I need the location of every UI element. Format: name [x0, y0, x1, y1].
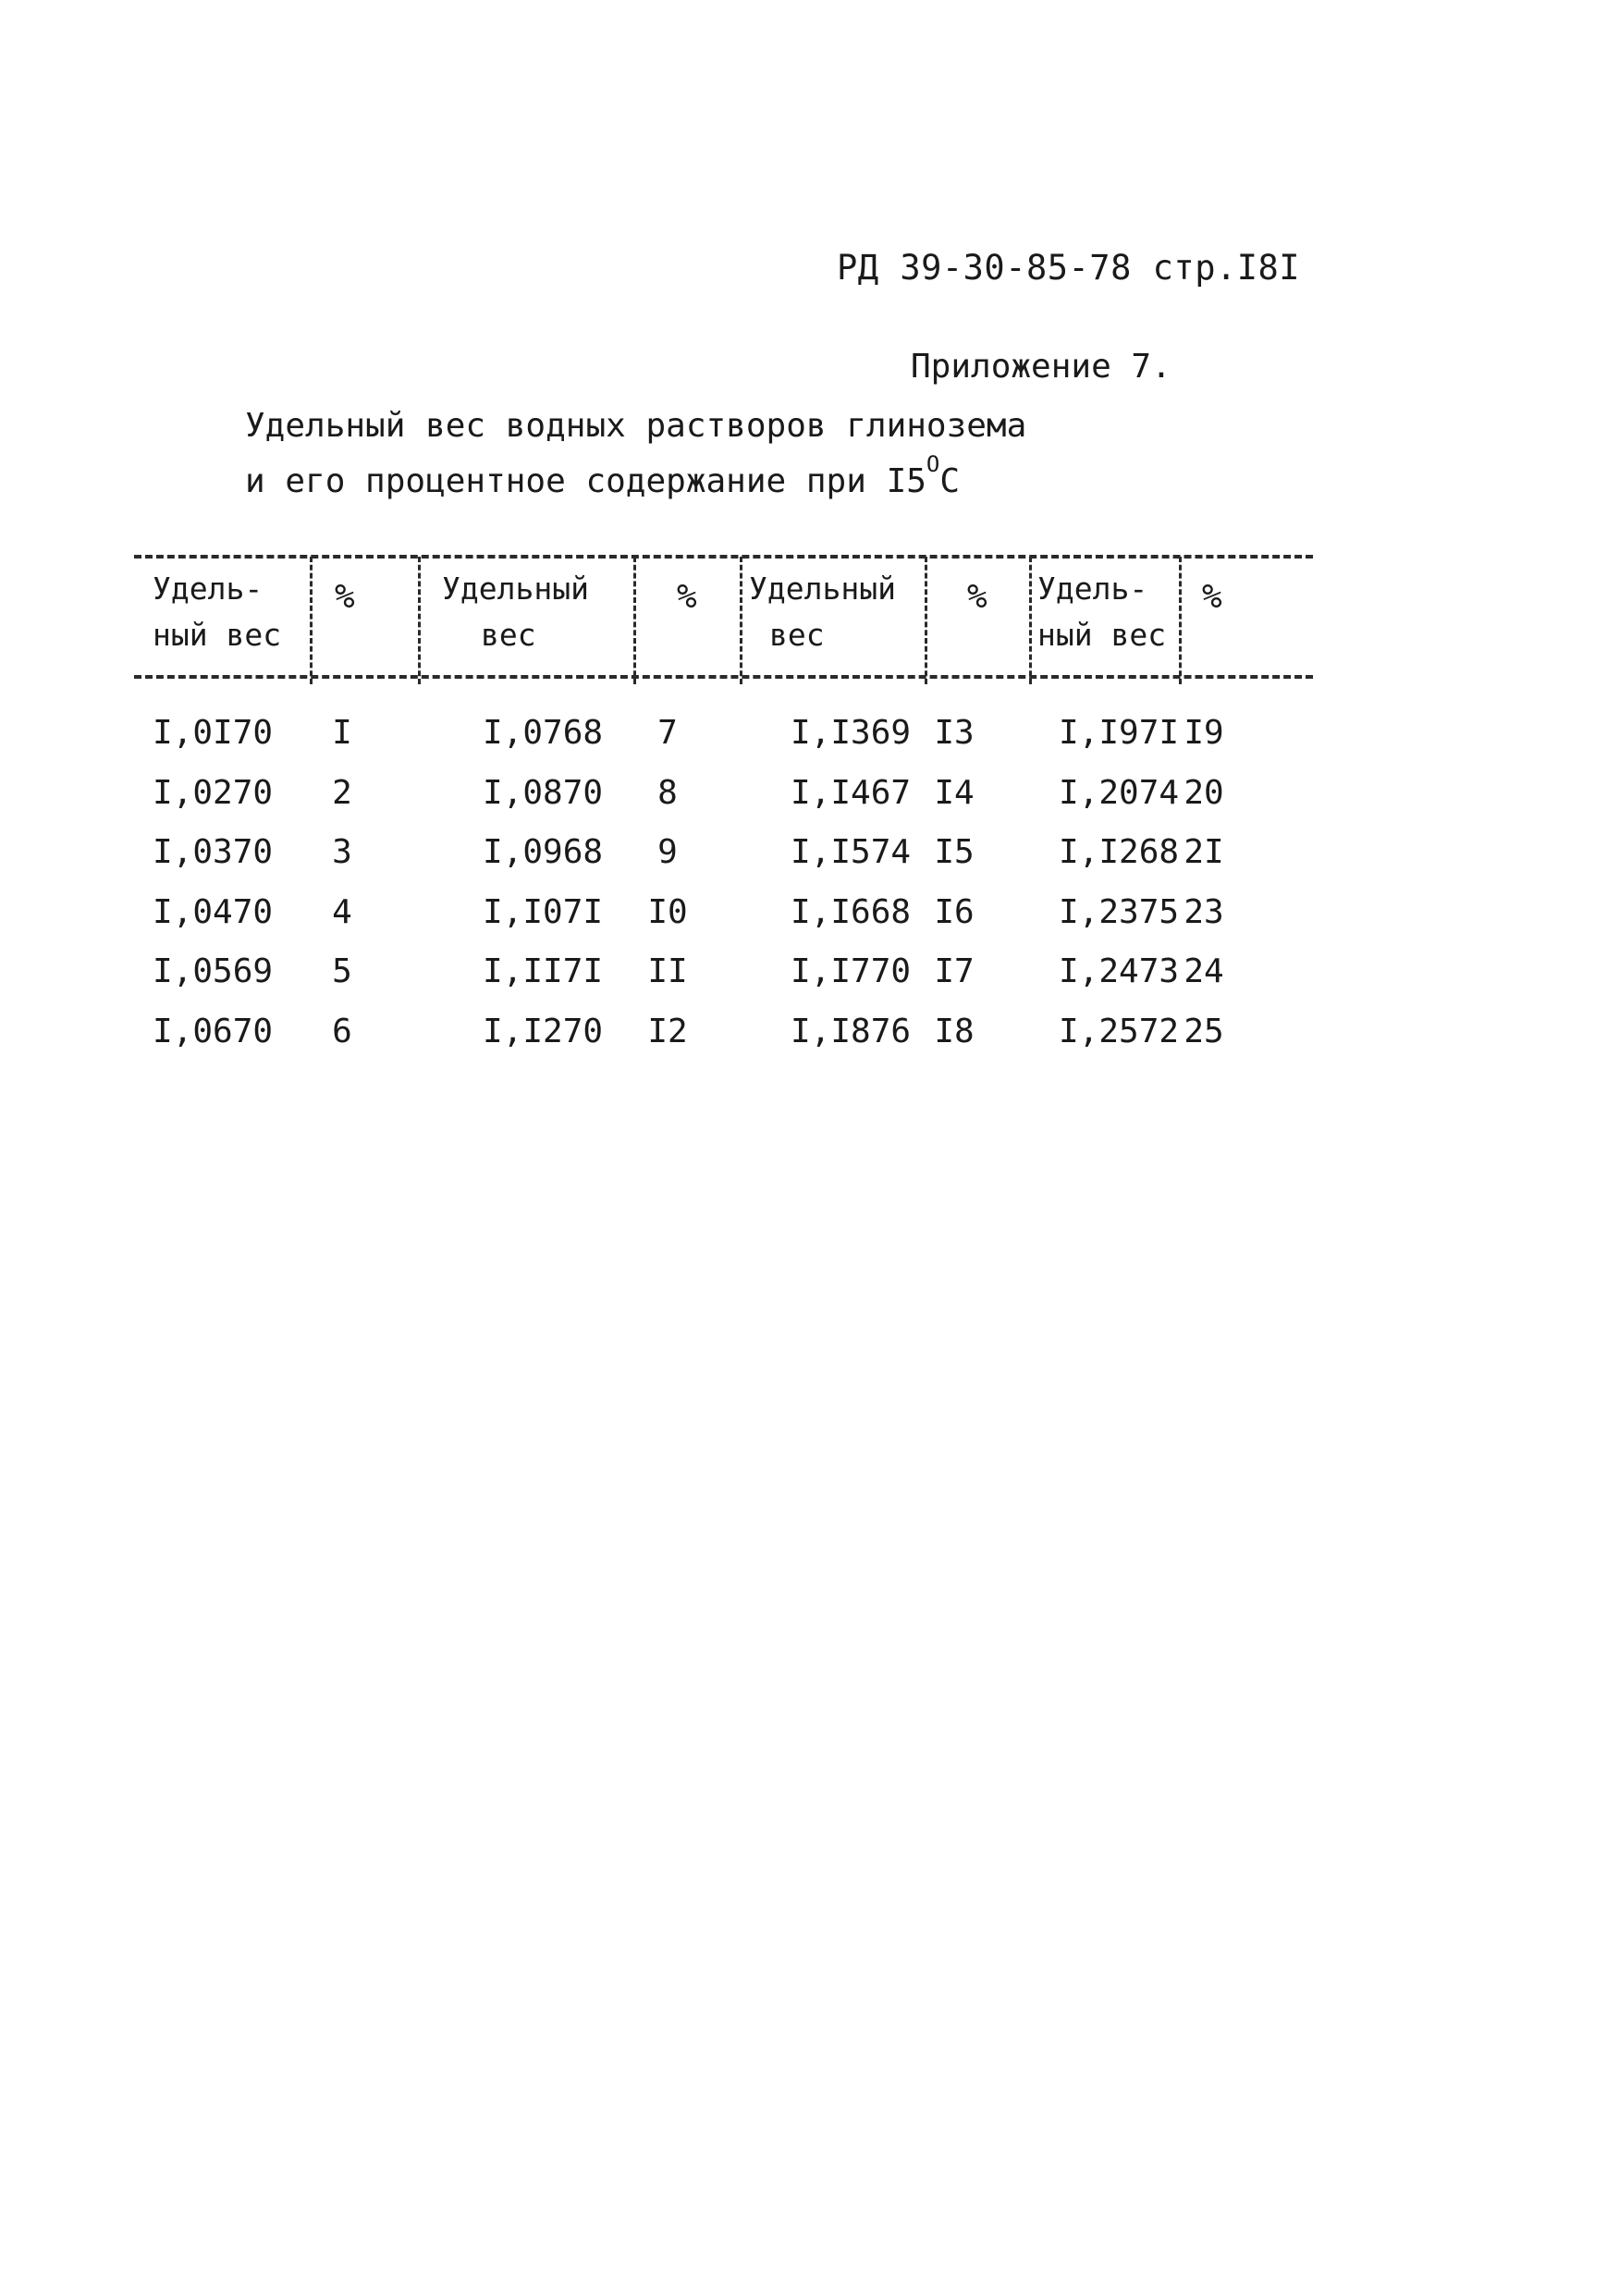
percent-cell: 24: [1184, 952, 1224, 990]
specific-gravity-cell: I,0569: [153, 952, 274, 990]
specific-gravity-cell: I,I270: [483, 1012, 604, 1050]
percent-cell: I6: [934, 892, 975, 931]
header-separator: [925, 557, 927, 684]
specific-gravity-cell: I,0370: [153, 833, 274, 871]
percent-cell: 25: [1184, 1012, 1224, 1050]
specific-gravity-cell: I,2473: [1059, 952, 1180, 990]
header-specific-gravity-4: [1037, 566, 1166, 658]
percent-cell: 2I: [1184, 833, 1224, 871]
header-percent-1: %: [335, 578, 355, 616]
percent-cell: I9: [1184, 714, 1224, 752]
percent-cell: I4: [934, 773, 975, 812]
specific-gravity-cell: I,II7I: [483, 952, 604, 990]
header-separator: [633, 557, 636, 684]
header-percent-2: %: [677, 578, 697, 616]
header-separator: [418, 557, 421, 684]
header-specific-gravity-1: [153, 566, 281, 658]
percent-cell: I2: [647, 1012, 688, 1050]
header-percent-4: %: [1202, 578, 1222, 616]
specific-gravity-cell: I,I876: [791, 1012, 912, 1050]
percent-cell: I3: [934, 714, 975, 752]
header-line: ный вес: [153, 617, 282, 653]
specific-gravity-cell: I,0670: [153, 1012, 274, 1050]
header-specific-gravity-3: [749, 566, 896, 658]
header-line: Удельный: [749, 571, 896, 607]
percent-cell: I7: [934, 952, 975, 990]
header-line: Удельный: [442, 571, 589, 607]
title-line-2-text: и его процентное содержание при I5: [245, 462, 926, 500]
specific-gravity-cell: I,0470: [153, 892, 274, 931]
header-line: вес: [481, 617, 536, 653]
specific-gravity-cell: I,2375: [1059, 892, 1180, 931]
percent-cell: 4: [332, 892, 352, 931]
specific-gravity-cell: I,0270: [153, 773, 274, 812]
header-separator: [1029, 557, 1032, 684]
table-title-line-2: [245, 451, 961, 500]
degree-mark: O: [926, 451, 940, 477]
specific-gravity-cell: I,I574: [791, 833, 912, 871]
specific-gravity-cell: I,I268: [1059, 833, 1180, 871]
specific-gravity-cell: I,I668: [791, 892, 912, 931]
specific-gravity-cell: I,0768: [483, 714, 604, 752]
percent-cell: 5: [332, 952, 352, 990]
percent-cell: I8: [934, 1012, 975, 1050]
header-line: ный вес: [1037, 617, 1167, 653]
percent-cell: 7: [657, 714, 678, 752]
percent-cell: 9: [657, 833, 678, 871]
header-percent-3: %: [967, 578, 987, 616]
percent-cell: II: [647, 952, 688, 990]
document-reference: РД 39-30-85-78 стр.I8I: [837, 248, 1301, 288]
percent-cell: 6: [332, 1012, 352, 1050]
percent-cell: I5: [934, 833, 975, 871]
specific-gravity-cell: I,I97I: [1059, 714, 1180, 752]
title-line-2-unit: C: [939, 462, 961, 500]
specific-gravity-cell: I,2074: [1059, 773, 1180, 812]
header-line: Удель-: [153, 571, 264, 607]
header-separator: [1179, 557, 1182, 684]
percent-cell: 20: [1184, 773, 1224, 812]
percent-cell: 23: [1184, 892, 1224, 931]
specific-gravity-cell: I,0968: [483, 833, 604, 871]
header-specific-gravity-2: [442, 566, 589, 658]
percent-cell: I: [332, 714, 352, 752]
specific-gravity-cell: I,I467: [791, 773, 912, 812]
header-separator: [310, 557, 313, 684]
specific-gravity-cell: I,2572: [1059, 1012, 1180, 1050]
appendix-label: Приложение 7.: [911, 348, 1171, 386]
specific-gravity-cell: I,0I70: [153, 714, 274, 752]
header-separator: [740, 557, 742, 684]
percent-cell: I0: [647, 892, 688, 931]
specific-gravity-cell: I,I369: [791, 714, 912, 752]
header-line: вес: [769, 617, 825, 653]
specific-gravity-cell: I,I770: [791, 952, 912, 990]
specific-gravity-cell: I,I07I: [483, 892, 604, 931]
percent-cell: 2: [332, 773, 352, 812]
table-title-line-1: Удельный вес водных растворов глинозема: [245, 407, 1027, 445]
percent-cell: 3: [332, 833, 352, 871]
specific-gravity-cell: I,0870: [483, 773, 604, 812]
percent-cell: 8: [657, 773, 678, 812]
header-line: Удель-: [1037, 571, 1148, 607]
